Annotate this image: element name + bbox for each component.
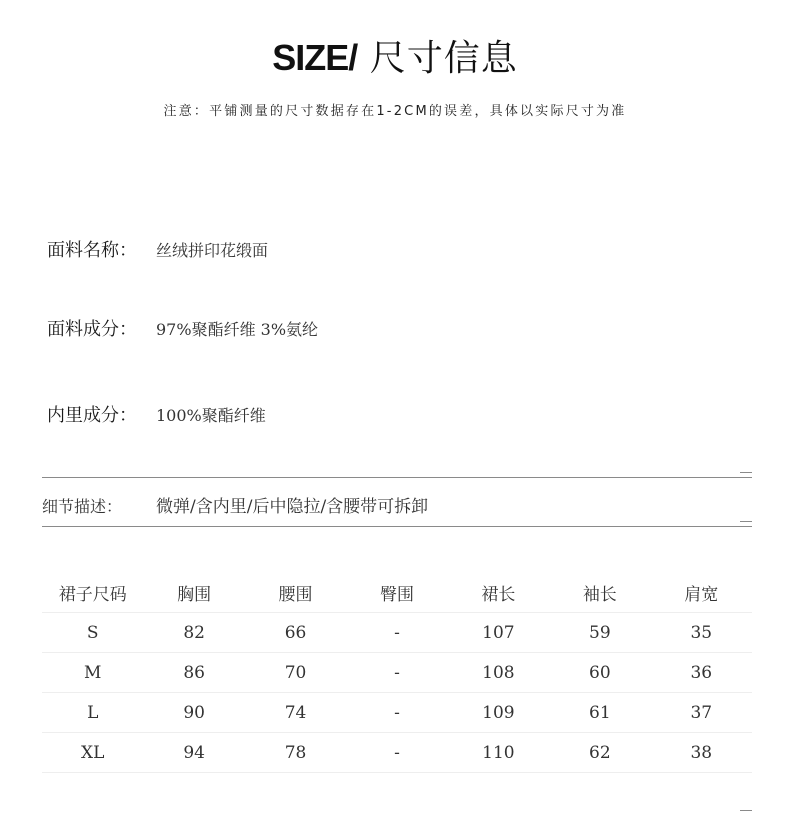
cell-hip: - [346, 613, 447, 653]
fabric-name-value: 丝绒拼印花缎面 [156, 241, 269, 260]
cell-size: XL [42, 733, 143, 773]
cell-skirt-length: 110 [448, 733, 549, 773]
cell-size: L [42, 693, 143, 733]
divider-bottom-tick [740, 521, 752, 522]
cell-waist: 78 [245, 733, 346, 773]
table-row [42, 653, 752, 693]
cell-skirt-length: 108 [448, 653, 549, 693]
fabric-composition-row [47, 315, 318, 341]
divider-top [42, 477, 752, 478]
lining-composition-label: 内里成分： [47, 405, 137, 426]
cell-hip: - [346, 733, 447, 773]
header-bust: 胸围 [143, 573, 244, 613]
header-size: 裙子尺码 [42, 573, 143, 613]
cell-sleeve-length: 59 [549, 613, 650, 653]
header-sleeve-length: 袖长 [549, 573, 650, 613]
detail-description-value: 微弹/含内里/后中隐拉/含腰带可拆卸 [156, 497, 429, 517]
cell-hip: - [346, 693, 447, 733]
cell-waist: 66 [245, 613, 346, 653]
table-row [42, 733, 752, 773]
page-title [0, 30, 790, 81]
header-skirt-length: 裙长 [448, 573, 549, 613]
cell-bust: 94 [143, 733, 244, 773]
title-chinese: 尺寸信息 [357, 38, 518, 79]
cell-size: M [42, 653, 143, 693]
table-row [42, 693, 752, 733]
cell-shoulder-width: 37 [651, 693, 752, 733]
measurement-note: 注意：平铺测量的尺寸数据存在1-2CM的误差，具体以实际尺寸为准 [163, 104, 627, 119]
cell-hip: - [346, 653, 447, 693]
fabric-name-row [47, 236, 268, 262]
cell-sleeve-length: 60 [549, 653, 650, 693]
table-row [42, 613, 752, 653]
divider-bottom [42, 526, 752, 527]
size-table [42, 573, 752, 773]
cell-sleeve-length: 62 [549, 733, 650, 773]
header-shoulder-width: 肩宽 [651, 573, 752, 613]
cell-bust: 86 [143, 653, 244, 693]
fabric-name-label: 面料名称： [47, 240, 137, 261]
detail-description-label: 细节描述： [42, 497, 123, 516]
cell-skirt-length: 109 [448, 693, 549, 733]
cell-shoulder-width: 38 [651, 733, 752, 773]
title-latin: SIZE/ [272, 37, 358, 78]
fabric-composition-label: 面料成分： [47, 319, 137, 340]
cell-size: S [42, 613, 143, 653]
size-table-header-row [42, 573, 752, 613]
header-hip: 臀围 [346, 573, 447, 613]
cell-shoulder-width: 35 [651, 613, 752, 653]
detail-description-row [42, 492, 428, 517]
header-waist: 腰围 [245, 573, 346, 613]
divider-top-tick [740, 472, 752, 473]
cell-skirt-length: 107 [448, 613, 549, 653]
lining-composition-value: 100%聚酯纤维 [156, 406, 266, 425]
cell-bust: 82 [143, 613, 244, 653]
cell-bust: 90 [143, 693, 244, 733]
cell-shoulder-width: 36 [651, 653, 752, 693]
bottom-tick [740, 810, 752, 811]
cell-sleeve-length: 61 [549, 693, 650, 733]
cell-waist: 70 [245, 653, 346, 693]
fabric-composition-value: 97%聚酯纤维 3%氨纶 [156, 320, 319, 339]
cell-waist: 74 [245, 693, 346, 733]
lining-composition-row [47, 401, 266, 427]
